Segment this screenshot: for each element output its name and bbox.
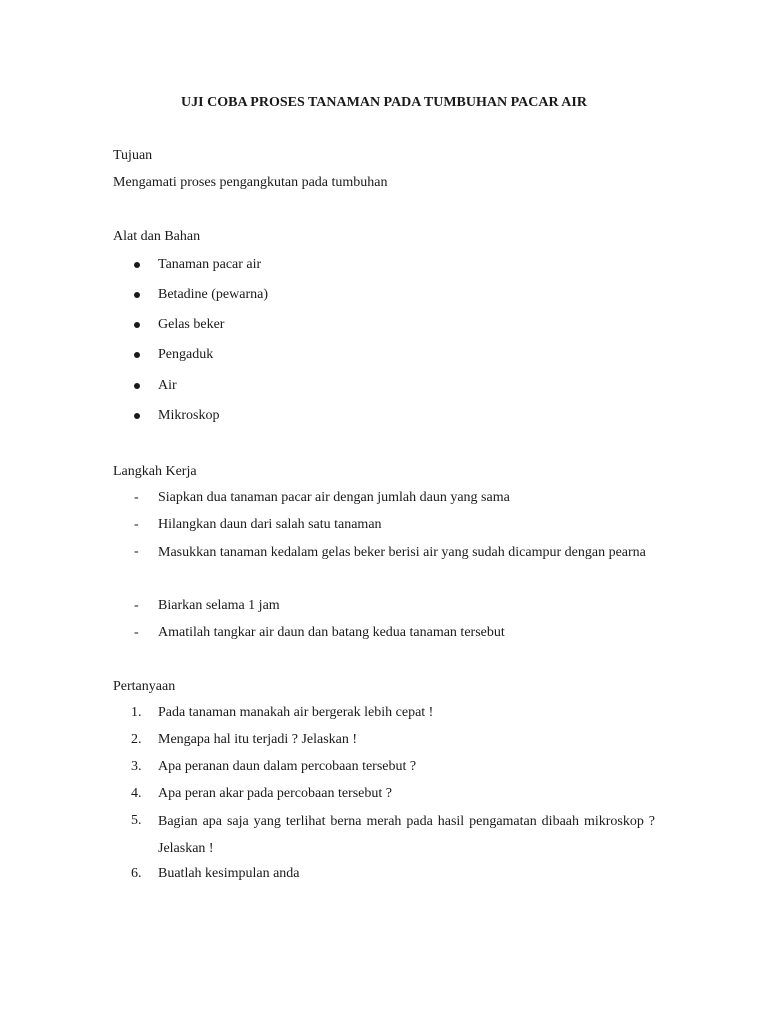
list-item-text: Apa peranan daun dalam percobaan tersebut ?	[158, 759, 417, 774]
bullet-icon	[134, 413, 140, 419]
list-item	[0, 785, 768, 803]
dash-marker: -	[134, 598, 139, 613]
dash-marker: -	[134, 490, 139, 505]
list-number: 2.	[131, 732, 142, 747]
list-item-text: Mikroskop	[158, 408, 220, 423]
bullet-icon	[134, 383, 140, 389]
list-item-text: Amatilah tangkar air daun dan batang kedua tanaman tersebut	[158, 625, 505, 640]
list-item-text: Mengapa hal itu terjadi ? Jelaskan !	[158, 732, 358, 747]
dash-marker: -	[134, 625, 139, 640]
list-item	[0, 407, 768, 425]
list-item	[0, 704, 768, 722]
list-item	[0, 516, 768, 534]
list-item-text: Tanaman pacar air	[158, 257, 262, 272]
list-number: 1.	[131, 705, 142, 720]
list-item	[0, 256, 768, 274]
tujuan-heading: Tujuan	[113, 148, 153, 163]
alat-heading: Alat dan Bahan	[113, 229, 201, 244]
list-item-text: Bagian apa saja yang terlihat berna merah pada hasil pengamatan dibaah mikroskop ? Jelaskan !	[158, 814, 655, 856]
list-number: 4.	[131, 786, 142, 801]
list-number: 3.	[131, 759, 142, 774]
list-item	[0, 624, 768, 642]
list-item	[0, 758, 768, 776]
list-item	[0, 865, 768, 883]
list-item-text: Betadine (pewarna)	[158, 287, 268, 302]
list-item-text: Pada tanaman manakah air bergerak lebih cepat !	[158, 705, 434, 720]
list-item-text: Siapkan dua tanaman pacar air dengan jumlah daun yang sama	[158, 490, 510, 505]
pertanyaan-heading: Pertanyaan	[113, 679, 176, 694]
list-item	[0, 731, 768, 749]
bullet-icon	[134, 262, 140, 268]
list-number: 5.	[131, 813, 142, 828]
dash-marker: -	[134, 544, 139, 559]
list-item-text: Hilangkan daun dari salah satu tanaman	[158, 517, 382, 532]
list-item	[0, 316, 768, 334]
list-item-text: Masukkan tanaman kedalam gelas beker berisi air yang sudah dicampur dengan pearna	[158, 545, 646, 560]
bullet-icon	[134, 322, 140, 328]
langkah-heading: Langkah Kerja	[113, 464, 197, 479]
list-item	[0, 812, 768, 856]
list-item-text: Gelas beker	[158, 317, 225, 332]
list-item	[0, 346, 768, 364]
list-number: 6.	[131, 866, 142, 881]
list-item	[0, 286, 768, 304]
list-item-text: Pengaduk	[158, 347, 214, 362]
document-title: UJI COBA PROSES TANAMAN PADA TUMBUHAN PACAR AIR	[181, 95, 587, 110]
list-item	[0, 489, 768, 507]
list-item-text: Air	[158, 378, 177, 393]
bullet-icon	[134, 292, 140, 298]
list-item	[0, 543, 768, 561]
list-item-text: Apa peran akar pada percobaan tersebut ?	[158, 786, 392, 801]
list-item	[0, 597, 768, 615]
list-item-text: Buatlah kesimpulan anda	[158, 866, 300, 881]
dash-marker: -	[134, 517, 139, 532]
tujuan-text: Mengamati proses pengangkutan pada tumbuhan	[113, 175, 388, 190]
list-item-text: Biarkan selama 1 jam	[158, 598, 280, 613]
bullet-icon	[134, 352, 140, 358]
list-item	[0, 377, 768, 395]
